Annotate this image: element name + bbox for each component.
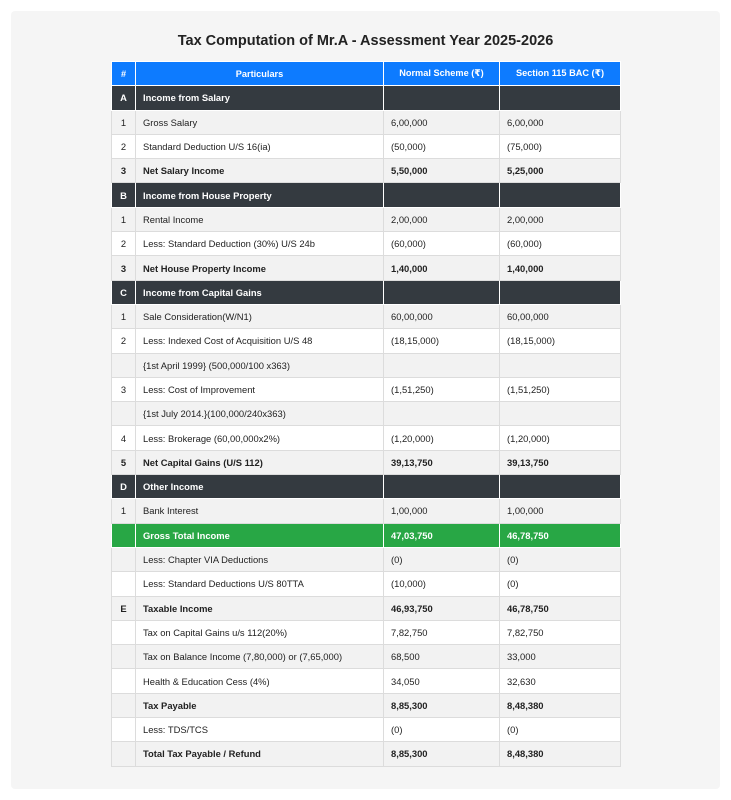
row-section-115-bac-value: 33,000	[500, 645, 621, 669]
row-index: A	[112, 86, 136, 110]
row-normal-scheme-value: 46,93,750	[384, 596, 500, 620]
row-particulars: Net Salary Income	[136, 159, 384, 183]
row-particulars: Tax on Capital Gains u/s 112(20%)	[136, 620, 384, 644]
row-section-115-bac-value: (18,15,000)	[500, 329, 621, 353]
row-index: B	[112, 183, 136, 207]
row-section-115-bac-value: (1,20,000)	[500, 426, 621, 450]
table-row	[112, 377, 621, 401]
row-particulars: {1st July 2014.}(100,000/240x363)	[136, 402, 384, 426]
row-particulars: Gross Salary	[136, 110, 384, 134]
row-normal-scheme-value: 39,13,750	[384, 450, 500, 474]
row-index	[112, 402, 136, 426]
row-normal-scheme-value: 7,82,750	[384, 620, 500, 644]
row-normal-scheme-value: 5,50,000	[384, 159, 500, 183]
row-index: 5	[112, 450, 136, 474]
row-index: 1	[112, 499, 136, 523]
table-row	[112, 183, 621, 207]
row-section-115-bac-value: 39,13,750	[500, 450, 621, 474]
row-section-115-bac-value: 32,630	[500, 669, 621, 693]
table-row	[112, 134, 621, 158]
table-row	[112, 499, 621, 523]
row-section-115-bac-value: 2,00,000	[500, 207, 621, 231]
table-row	[112, 353, 621, 377]
row-particulars: Less: Chapter VIA Deductions	[136, 547, 384, 571]
table-row	[112, 86, 621, 110]
row-index	[112, 645, 136, 669]
row-particulars: Less: Indexed Cost of Acquisition U/S 48	[136, 329, 384, 353]
row-section-115-bac-value	[500, 183, 621, 207]
row-section-115-bac-value: 8,48,380	[500, 693, 621, 717]
row-normal-scheme-value: (60,000)	[384, 232, 500, 256]
row-normal-scheme-value: (0)	[384, 718, 500, 742]
row-normal-scheme-value: 8,85,300	[384, 742, 500, 766]
row-index: 2	[112, 329, 136, 353]
row-section-115-bac-value: (0)	[500, 572, 621, 596]
table-row	[112, 280, 621, 304]
row-index: 2	[112, 134, 136, 158]
row-index: 1	[112, 207, 136, 231]
row-section-115-bac-value: 5,25,000	[500, 159, 621, 183]
row-normal-scheme-value	[384, 280, 500, 304]
row-normal-scheme-value: 2,00,000	[384, 207, 500, 231]
table-row	[112, 450, 621, 474]
row-section-115-bac-value: 7,82,750	[500, 620, 621, 644]
row-normal-scheme-value	[384, 475, 500, 499]
row-particulars: Less: Standard Deductions U/S 80TTA	[136, 572, 384, 596]
row-section-115-bac-value: 1,00,000	[500, 499, 621, 523]
row-section-115-bac-value	[500, 402, 621, 426]
row-normal-scheme-value	[384, 183, 500, 207]
row-index: 3	[112, 377, 136, 401]
table-row	[112, 329, 621, 353]
table-row	[112, 475, 621, 499]
row-index: C	[112, 280, 136, 304]
row-particulars: Net Capital Gains (U/S 112)	[136, 450, 384, 474]
row-section-115-bac-value	[500, 353, 621, 377]
row-index: 1	[112, 304, 136, 328]
row-index	[112, 572, 136, 596]
row-normal-scheme-value	[384, 86, 500, 110]
row-section-115-bac-value: 46,78,750	[500, 523, 621, 547]
row-normal-scheme-value: (18,15,000)	[384, 329, 500, 353]
row-index: 4	[112, 426, 136, 450]
row-index	[112, 523, 136, 547]
row-normal-scheme-value: (0)	[384, 547, 500, 571]
column-header-index: #	[112, 62, 136, 86]
row-section-115-bac-value: (0)	[500, 718, 621, 742]
row-index	[112, 547, 136, 571]
row-particulars: Tax Payable	[136, 693, 384, 717]
row-index: 3	[112, 159, 136, 183]
row-particulars: Income from House Property	[136, 183, 384, 207]
row-particulars: Other Income	[136, 475, 384, 499]
row-section-115-bac-value: 8,48,380	[500, 742, 621, 766]
row-section-115-bac-value: 60,00,000	[500, 304, 621, 328]
row-index: 2	[112, 232, 136, 256]
row-section-115-bac-value: 46,78,750	[500, 596, 621, 620]
row-normal-scheme-value: 60,00,000	[384, 304, 500, 328]
row-particulars: Tax on Balance Income (7,80,000) or (7,65,000)	[136, 645, 384, 669]
row-section-115-bac-value: (0)	[500, 547, 621, 571]
table-row	[112, 426, 621, 450]
column-header-section-115-bac: Section 115 BAC (₹)	[500, 62, 621, 86]
row-normal-scheme-value: (1,20,000)	[384, 426, 500, 450]
row-normal-scheme-value: (50,000)	[384, 134, 500, 158]
row-index	[112, 693, 136, 717]
row-index	[112, 669, 136, 693]
table-row	[112, 523, 621, 547]
row-section-115-bac-value: 1,40,000	[500, 256, 621, 280]
row-section-115-bac-value: 6,00,000	[500, 110, 621, 134]
table-row	[112, 304, 621, 328]
row-particulars: Less: Standard Deduction (30%) U/S 24b	[136, 232, 384, 256]
row-particulars: Gross Total Income	[136, 523, 384, 547]
row-particulars: Standard Deduction U/S 16(ia)	[136, 134, 384, 158]
row-particulars: {1st April 1999} (500,000/100 x363)	[136, 353, 384, 377]
table-row	[112, 159, 621, 183]
row-particulars: Less: TDS/TCS	[136, 718, 384, 742]
row-particulars: Net House Property Income	[136, 256, 384, 280]
row-normal-scheme-value	[384, 402, 500, 426]
row-section-115-bac-value	[500, 475, 621, 499]
row-normal-scheme-value: 6,00,000	[384, 110, 500, 134]
row-normal-scheme-value: 34,050	[384, 669, 500, 693]
row-normal-scheme-value: (10,000)	[384, 572, 500, 596]
row-particulars: Less: Brokerage (60,00,000x2%)	[136, 426, 384, 450]
row-particulars: Income from Capital Gains	[136, 280, 384, 304]
row-particulars: Rental Income	[136, 207, 384, 231]
table-row	[112, 572, 621, 596]
page-title: Tax Computation of Mr.A - Assessment Year 2025-2026	[177, 33, 554, 49]
table-row	[112, 718, 621, 742]
table-row	[112, 110, 621, 134]
row-particulars: Total Tax Payable / Refund	[136, 742, 384, 766]
row-index	[112, 742, 136, 766]
row-particulars: Sale Consideration(W/N1)	[136, 304, 384, 328]
row-section-115-bac-value: (1,51,250)	[500, 377, 621, 401]
row-particulars: Health & Education Cess (4%)	[136, 669, 384, 693]
table-row	[112, 547, 621, 571]
table-row	[112, 645, 621, 669]
row-normal-scheme-value	[384, 353, 500, 377]
table-body	[112, 86, 621, 766]
row-normal-scheme-value: 47,03,750	[384, 523, 500, 547]
row-section-115-bac-value	[500, 86, 621, 110]
row-normal-scheme-value: 8,85,300	[384, 693, 500, 717]
row-section-115-bac-value	[500, 280, 621, 304]
table-row	[112, 669, 621, 693]
table-row	[112, 256, 621, 280]
row-index	[112, 353, 136, 377]
table-row	[112, 596, 621, 620]
table-row	[112, 693, 621, 717]
row-particulars: Less: Cost of Improvement	[136, 377, 384, 401]
tax-computation-table	[111, 61, 621, 767]
row-particulars: Bank Interest	[136, 499, 384, 523]
column-header-normal-scheme: Normal Scheme (₹)	[384, 62, 500, 86]
row-normal-scheme-value: 1,00,000	[384, 499, 500, 523]
row-index: 3	[112, 256, 136, 280]
row-particulars: Taxable Income	[136, 596, 384, 620]
row-index: 1	[112, 110, 136, 134]
row-normal-scheme-value: 1,40,000	[384, 256, 500, 280]
row-index: D	[112, 475, 136, 499]
row-section-115-bac-value: (60,000)	[500, 232, 621, 256]
row-section-115-bac-value: (75,000)	[500, 134, 621, 158]
row-index	[112, 620, 136, 644]
table-header-row	[112, 62, 621, 86]
table-row	[112, 620, 621, 644]
table-row	[112, 232, 621, 256]
row-normal-scheme-value: (1,51,250)	[384, 377, 500, 401]
table-row	[112, 207, 621, 231]
row-index: E	[112, 596, 136, 620]
row-normal-scheme-value: 68,500	[384, 645, 500, 669]
table-row	[112, 742, 621, 766]
column-header-particulars: Particulars	[136, 62, 384, 86]
row-index	[112, 718, 136, 742]
table-row	[112, 402, 621, 426]
row-particulars: Income from Salary	[136, 86, 384, 110]
